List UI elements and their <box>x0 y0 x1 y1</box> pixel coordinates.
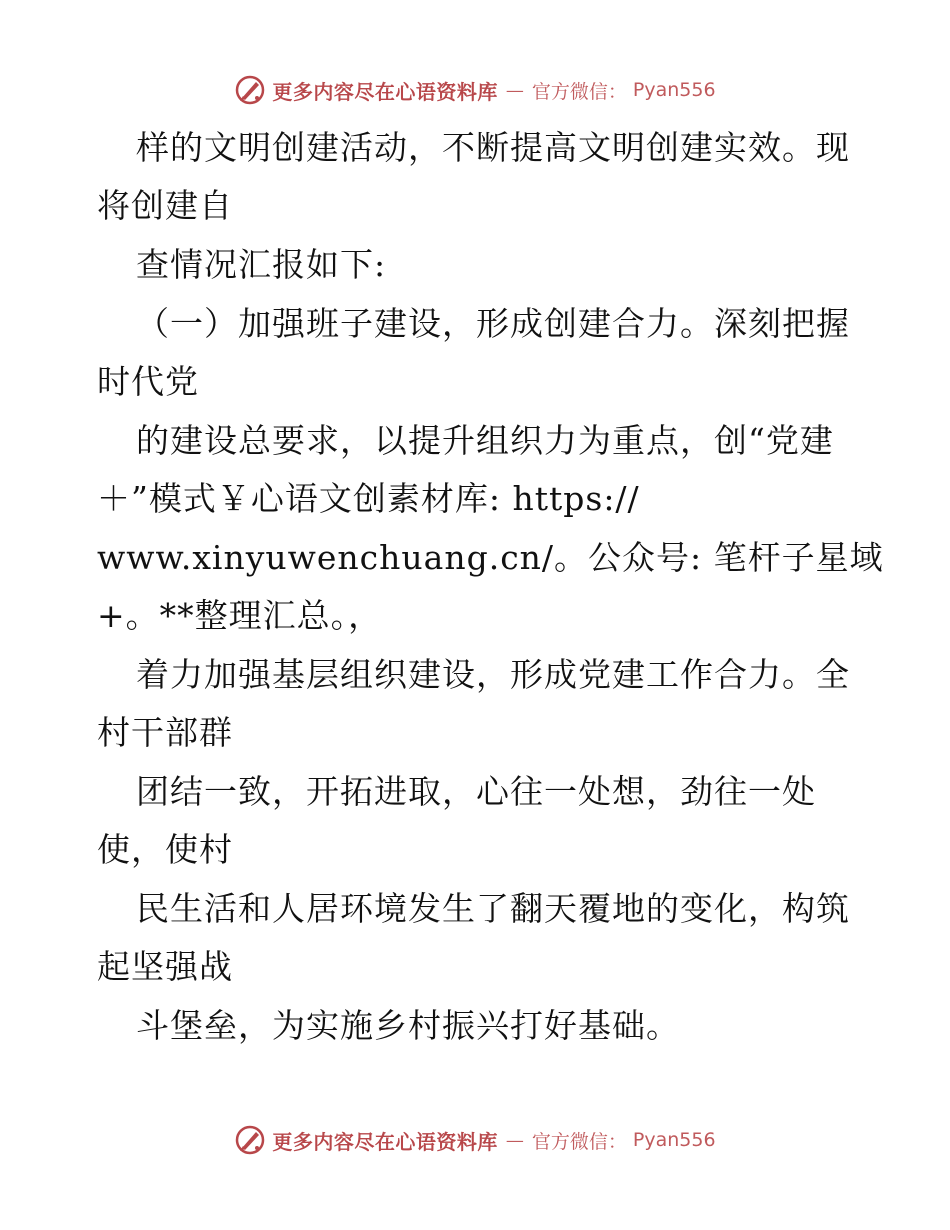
body-line: 斗堡垒，为实施乡村振兴打好基础。 <box>136 1006 680 1045</box>
quill-logo-icon <box>234 1124 266 1156</box>
body-line: www.xinyuwenchuang.cn/。公众号: 笔杆子星域 <box>97 538 884 577</box>
header-watermark <box>0 70 950 110</box>
body-line: 样的文明创建活动，不断提高文明创建实效。现 <box>136 128 850 167</box>
body-line: 民生活和人居环境发生了翻天覆地的变化，构筑 <box>136 889 850 928</box>
body-line: +。**整理汇总。， <box>97 596 383 635</box>
body-line: （一）加强班子建设，形成创建合力。深刻把握 <box>136 304 850 343</box>
body-line: 使，使村 <box>97 830 233 869</box>
body-line: 着力加强基层组织建设，形成党建工作合力。全 <box>136 655 850 694</box>
watermark-dash: — <box>505 79 524 101</box>
watermark-wechat-id: Pyan556 <box>632 1129 716 1151</box>
body-line: 的建设总要求，以提升组织力为重点，创“党建 <box>136 421 834 460</box>
body-line: 起坚强战 <box>97 947 233 986</box>
quill-logo-icon <box>234 74 266 106</box>
watermark-wechat-id: Pyan556 <box>632 79 716 101</box>
watermark-wechat-label: 官方微信： <box>531 80 627 103</box>
body-line: 查情况汇报如下: <box>136 245 387 284</box>
watermark-text: 更多内容尽在心语资料库 <box>272 1129 498 1154</box>
watermark-text: 更多内容尽在心语资料库 <box>272 79 498 104</box>
body-line: 时代党 <box>97 362 199 401</box>
watermark-wechat-label: 官方微信： <box>531 1130 627 1153</box>
footer-watermark <box>0 1120 950 1160</box>
body-line: ＋”模式￥心语文创素材库: https:// <box>97 479 640 518</box>
body-line: 将创建自 <box>97 186 233 225</box>
body-line: 团结一致，开拓进取，心往一处想，劲往一处 <box>136 772 816 811</box>
body-line: 村干部群 <box>97 713 233 752</box>
watermark-dash: — <box>505 1129 524 1151</box>
